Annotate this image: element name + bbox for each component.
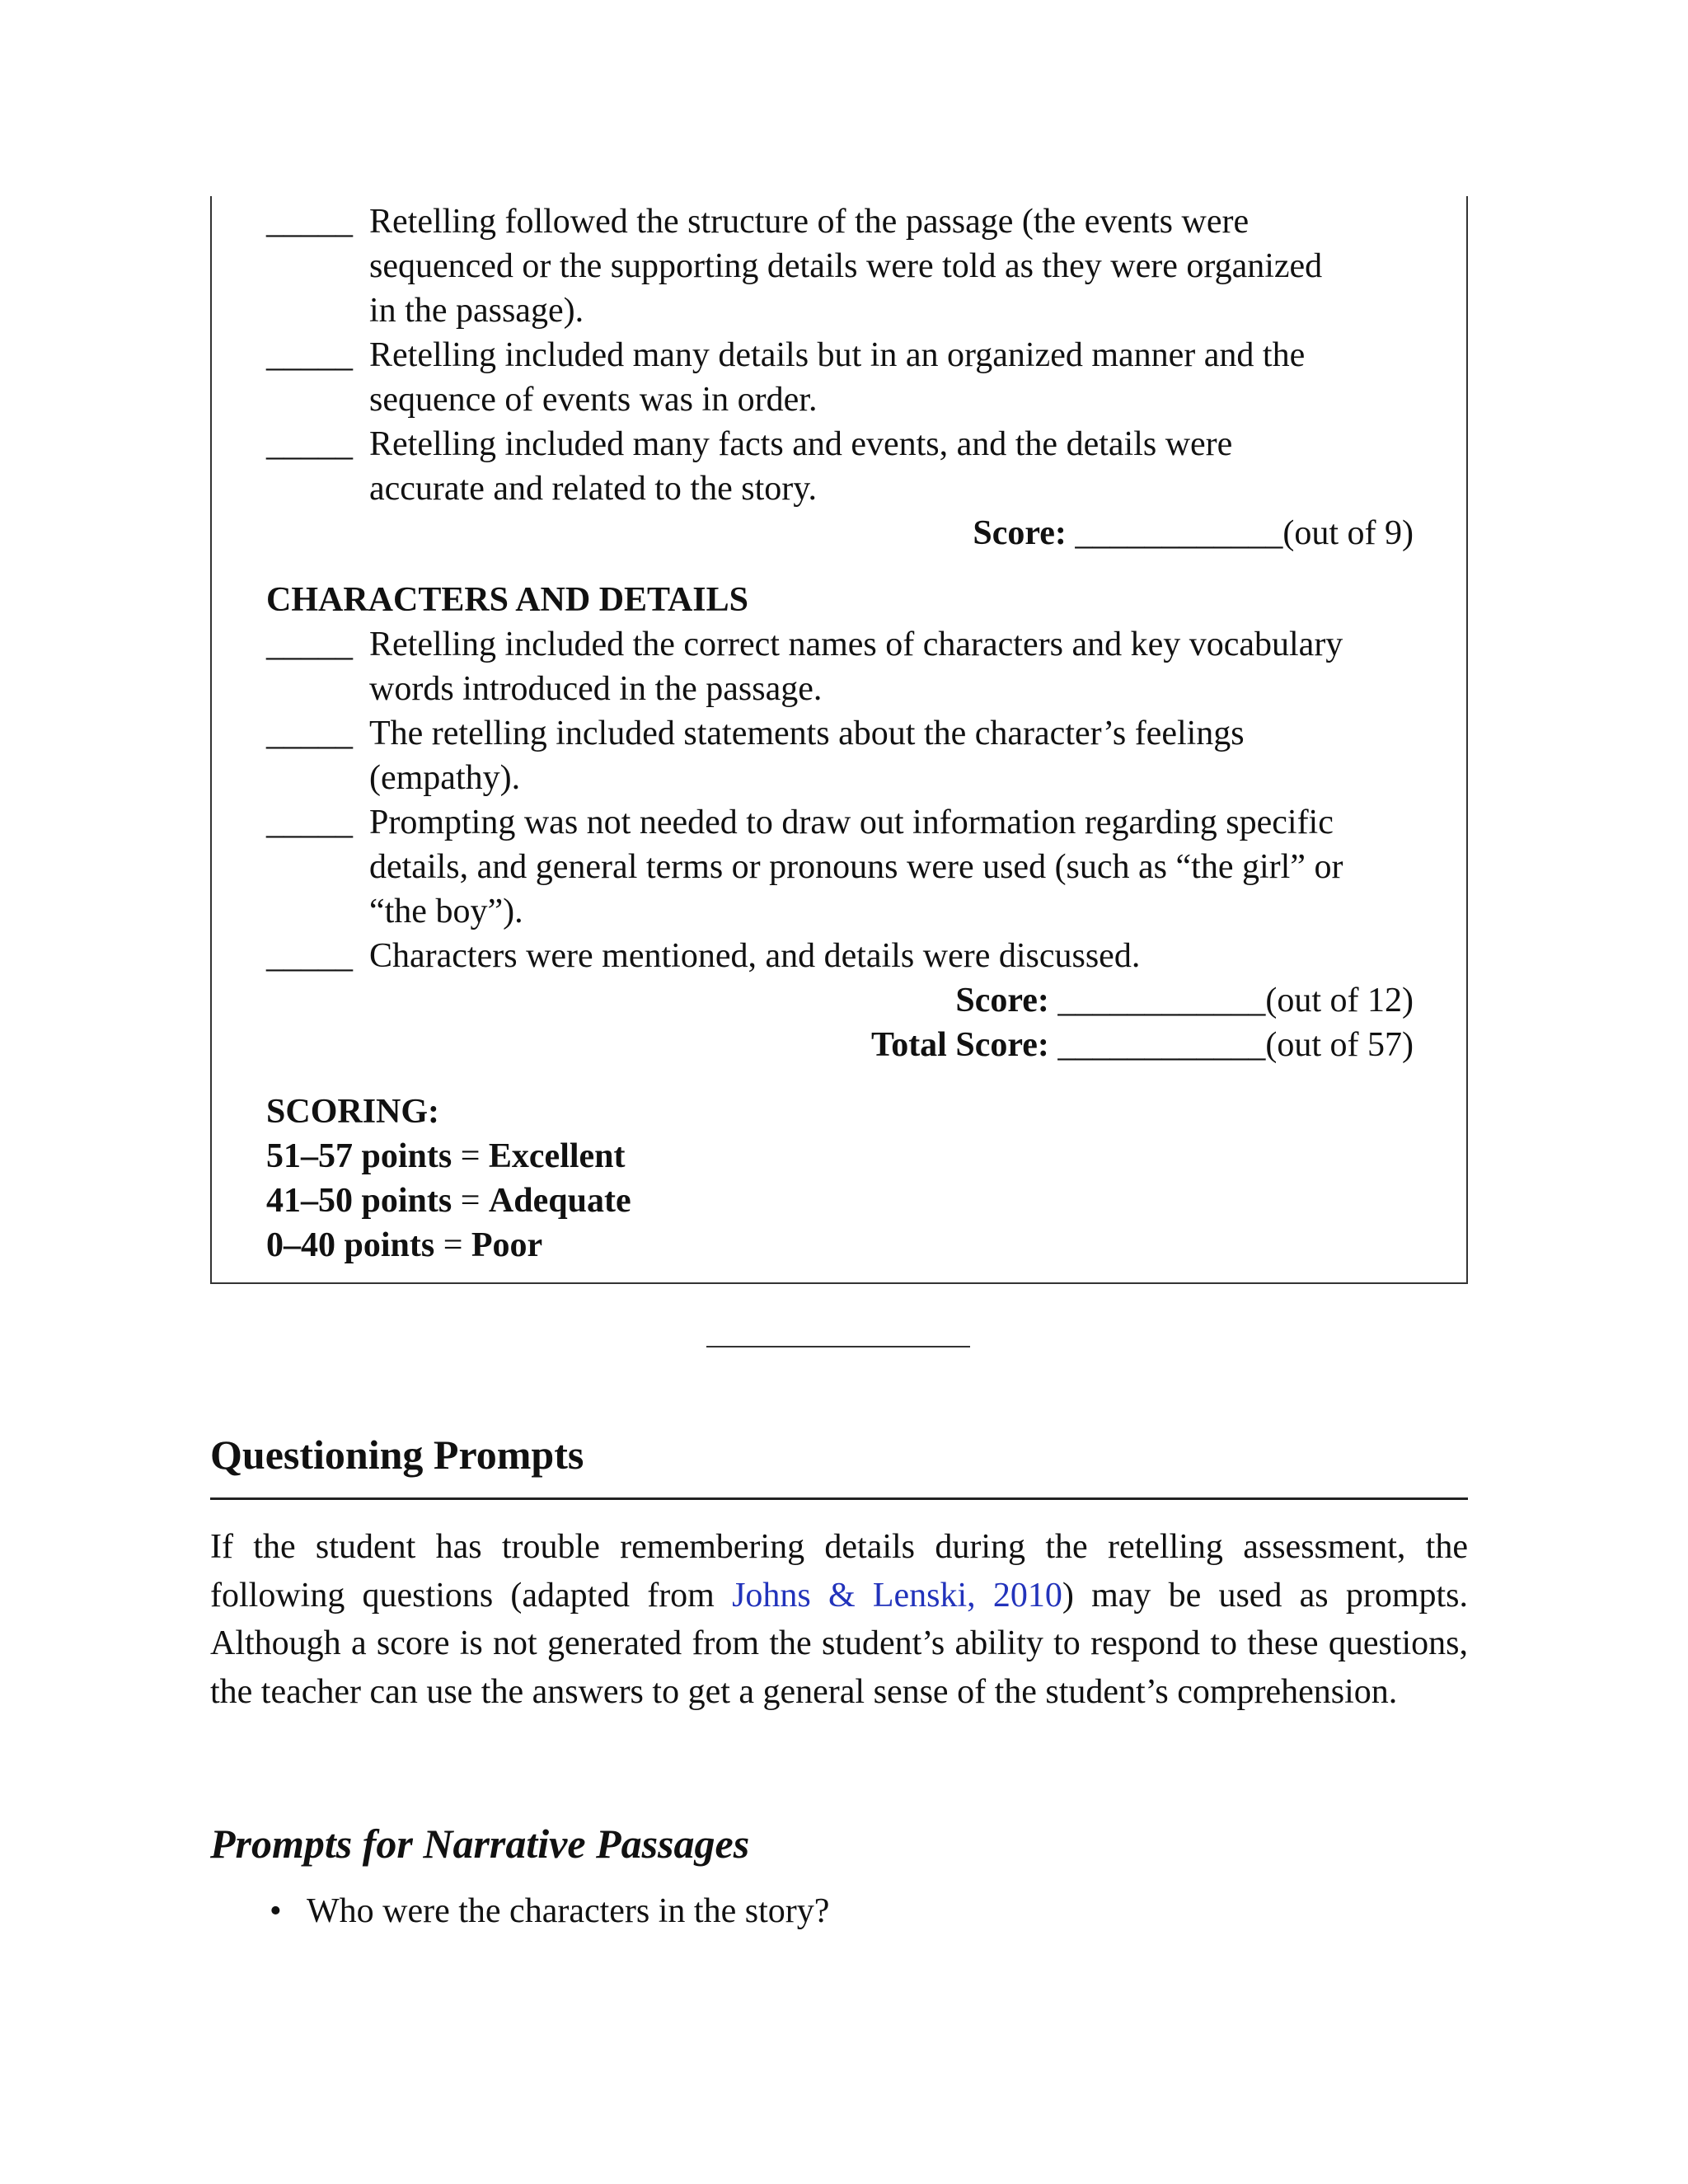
score-blank[interactable]: ____________: [1066, 514, 1283, 552]
checklist-item-line: Retelling included the correct names of characters and key vocabulary: [369, 626, 1343, 663]
checklist-item-line: sequenced or the supporting details were told as they were organized: [369, 247, 1323, 285]
checklist-item-line: Characters were mentioned, and details were discussed.: [369, 937, 1141, 975]
equals-sign: =: [452, 1182, 489, 1220]
score-blank[interactable]: _____: [266, 336, 353, 374]
section-heading: CHARACTERS AND DETAILS: [266, 581, 749, 619]
score-blank[interactable]: ____________: [1048, 982, 1266, 1019]
score-label: Score:: [955, 982, 1049, 1019]
checklist-item: [266, 934, 1437, 978]
score-label: Score:: [973, 514, 1067, 552]
checklist-item: [266, 622, 1437, 711]
bullet-icon: •: [270, 1892, 282, 1930]
paragraph-text: If the student has trouble remembering details during the retelling assessment, the following questions (adapted from: [210, 1528, 1468, 1615]
scoring-rating: Adequate: [488, 1182, 631, 1220]
paragraph-text: ) may be used as prompts. Although a score is not generated from the student’s ability to respond to these questions, the teacher can use the answers to get a general sense of the student’s comprehension.: [210, 1576, 1469, 1711]
checklist-item-line: in the passage).: [369, 292, 584, 330]
checklist-item-line: sequence of events was in order.: [369, 381, 818, 419]
heading-rule: [210, 1497, 1468, 1500]
checklist-item-line: Retelling included many facts and events, and the details were: [369, 425, 1233, 463]
checklist-item-line: Retelling followed the structure of the passage (the events were: [369, 203, 1250, 241]
citation-link[interactable]: Johns & Lenski, 2010: [732, 1576, 1062, 1615]
list-item: [210, 1887, 829, 1935]
total-score-label: Total Score:: [871, 1026, 1049, 1064]
checklist-item: [266, 333, 1437, 422]
checklist-item: [266, 422, 1437, 511]
scoring-range: 0–40 points: [266, 1226, 435, 1264]
checklist-item-line: Prompting was not needed to draw out information regarding specific: [369, 804, 1334, 841]
total-score-line: [507, 1023, 1414, 1067]
checklist-item-line: Retelling included many details but in an organized manner and the: [369, 336, 1306, 374]
score-blank[interactable]: _____: [266, 804, 353, 841]
scoring-level: [266, 1134, 626, 1179]
scoring-level: [266, 1179, 631, 1223]
section-title: Questioning Prompts: [210, 1432, 584, 1478]
section-divider: [706, 1346, 970, 1347]
checklist-item-line: details, and general terms or pronouns were used (such as “the girl” or: [369, 848, 1343, 886]
scoring-heading: SCORING:: [266, 1093, 440, 1131]
score-suffix: (out of 9): [1282, 514, 1414, 552]
checklist-item-line: “the boy”).: [369, 893, 523, 930]
score-blank[interactable]: _____: [266, 626, 353, 663]
scoring-range: 41–50 points: [266, 1182, 452, 1220]
prompt-list: [210, 1887, 829, 1935]
list-item-text: Who were the characters in the story?: [307, 1892, 830, 1930]
score-blank[interactable]: _____: [266, 715, 353, 752]
checklist-item: [266, 199, 1437, 333]
score-blank[interactable]: _____: [266, 937, 353, 975]
score-blank[interactable]: _____: [266, 425, 353, 463]
score-blank[interactable]: _____: [266, 203, 353, 241]
checklist-item: [266, 711, 1437, 800]
checklist-item-line: The retelling included statements about the character’s feelings: [369, 715, 1245, 752]
score-blank[interactable]: ____________: [1048, 1026, 1266, 1064]
scoring-level: [266, 1223, 542, 1268]
body-paragraph: [210, 1523, 1468, 1716]
checklist-item: [266, 800, 1437, 934]
checklist-item-line: words introduced in the passage.: [369, 670, 823, 708]
scoring-range: 51–57 points: [266, 1137, 452, 1175]
score-line: [507, 978, 1414, 1023]
checklist-item-line: (empathy).: [369, 759, 521, 797]
subsection-title: Prompts for Narrative Passages: [210, 1821, 750, 1867]
equals-sign: =: [434, 1226, 471, 1264]
score-suffix: (out of 12): [1265, 982, 1414, 1019]
checklist-item-line: accurate and related to the story.: [369, 470, 818, 508]
score-line: [507, 511, 1414, 555]
scoring-rating: Poor: [471, 1226, 543, 1264]
equals-sign: =: [452, 1137, 489, 1175]
score-suffix: (out of 57): [1265, 1026, 1414, 1064]
scoring-rating: Excellent: [488, 1137, 626, 1175]
